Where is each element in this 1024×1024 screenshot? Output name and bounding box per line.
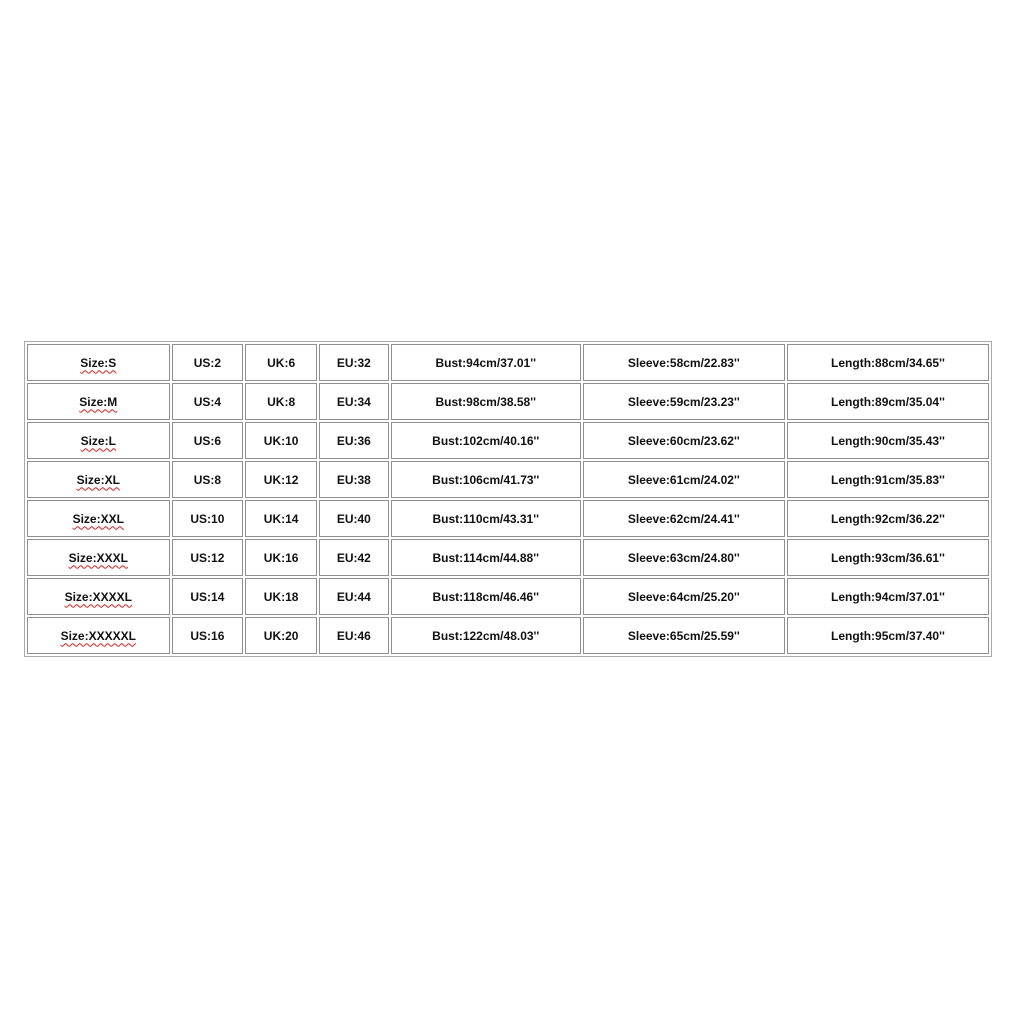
size-label: Size:XXXXL: [64, 589, 132, 604]
eu-size-cell: EU:44: [319, 578, 389, 615]
bust-cell: Bust:94cm/37.01'': [391, 344, 581, 381]
size-cell: [27, 344, 170, 381]
bust-cell: Bust:114cm/44.88'': [391, 539, 581, 576]
us-size-cell: US:2: [172, 344, 244, 381]
size-chart-table: [24, 341, 992, 657]
size-cell: [27, 383, 170, 420]
length-cell: Length:89cm/35.04'': [787, 383, 989, 420]
sleeve-cell: Sleeve:63cm/24.80'': [583, 539, 785, 576]
length-cell: Length:92cm/36.22'': [787, 500, 989, 537]
sleeve-cell: Sleeve:65cm/25.59'': [583, 617, 785, 654]
us-size-cell: US:12: [172, 539, 244, 576]
uk-size-cell: UK:18: [245, 578, 317, 615]
eu-size-cell: EU:38: [319, 461, 389, 498]
length-cell: Length:88cm/34.65'': [787, 344, 989, 381]
size-cell: [27, 422, 170, 459]
bust-cell: Bust:122cm/48.03'': [391, 617, 581, 654]
size-label: Size:L: [80, 433, 116, 448]
eu-size-cell: EU:32: [319, 344, 389, 381]
eu-size-cell: EU:40: [319, 500, 389, 537]
size-label: Size:XXL: [72, 511, 124, 526]
us-size-cell: US:16: [172, 617, 244, 654]
size-cell: [27, 578, 170, 615]
size-cell: [27, 617, 170, 654]
us-size-cell: US:14: [172, 578, 244, 615]
table-row: [27, 422, 989, 459]
table-row: [27, 344, 989, 381]
table-row: [27, 539, 989, 576]
length-cell: Length:91cm/35.83'': [787, 461, 989, 498]
us-size-cell: US:6: [172, 422, 244, 459]
sleeve-cell: Sleeve:64cm/25.20'': [583, 578, 785, 615]
length-cell: Length:95cm/37.40'': [787, 617, 989, 654]
table-row: [27, 500, 989, 537]
size-label: Size:S: [80, 355, 117, 370]
us-size-cell: US:8: [172, 461, 244, 498]
size-cell: [27, 539, 170, 576]
bust-cell: Bust:118cm/46.46'': [391, 578, 581, 615]
size-label: Size:XL: [76, 472, 120, 487]
table-row: [27, 383, 989, 420]
length-cell: Length:90cm/35.43'': [787, 422, 989, 459]
uk-size-cell: UK:8: [245, 383, 317, 420]
sleeve-cell: Sleeve:61cm/24.02'': [583, 461, 785, 498]
bust-cell: Bust:106cm/41.73'': [391, 461, 581, 498]
size-cell: [27, 461, 170, 498]
size-label: Size:XXXXXL: [60, 628, 136, 643]
eu-size-cell: EU:42: [319, 539, 389, 576]
bust-cell: Bust:98cm/38.58'': [391, 383, 581, 420]
sleeve-cell: Sleeve:60cm/23.62'': [583, 422, 785, 459]
length-cell: Length:93cm/36.61'': [787, 539, 989, 576]
eu-size-cell: EU:34: [319, 383, 389, 420]
uk-size-cell: UK:6: [245, 344, 317, 381]
uk-size-cell: UK:14: [245, 500, 317, 537]
bust-cell: Bust:110cm/43.31'': [391, 500, 581, 537]
table-row: [27, 461, 989, 498]
uk-size-cell: UK:10: [245, 422, 317, 459]
eu-size-cell: EU:46: [319, 617, 389, 654]
uk-size-cell: UK:16: [245, 539, 317, 576]
size-label: Size:XXXL: [68, 550, 128, 565]
sleeve-cell: Sleeve:58cm/22.83'': [583, 344, 785, 381]
size-cell: [27, 500, 170, 537]
us-size-cell: US:10: [172, 500, 244, 537]
sleeve-cell: Sleeve:62cm/24.41'': [583, 500, 785, 537]
length-cell: Length:94cm/37.01'': [787, 578, 989, 615]
table-row: [27, 578, 989, 615]
uk-size-cell: UK:12: [245, 461, 317, 498]
bust-cell: Bust:102cm/40.16'': [391, 422, 581, 459]
us-size-cell: US:4: [172, 383, 244, 420]
eu-size-cell: EU:36: [319, 422, 389, 459]
table-row: [27, 617, 989, 654]
sleeve-cell: Sleeve:59cm/23.23'': [583, 383, 785, 420]
size-label: Size:M: [79, 394, 118, 409]
uk-size-cell: UK:20: [245, 617, 317, 654]
